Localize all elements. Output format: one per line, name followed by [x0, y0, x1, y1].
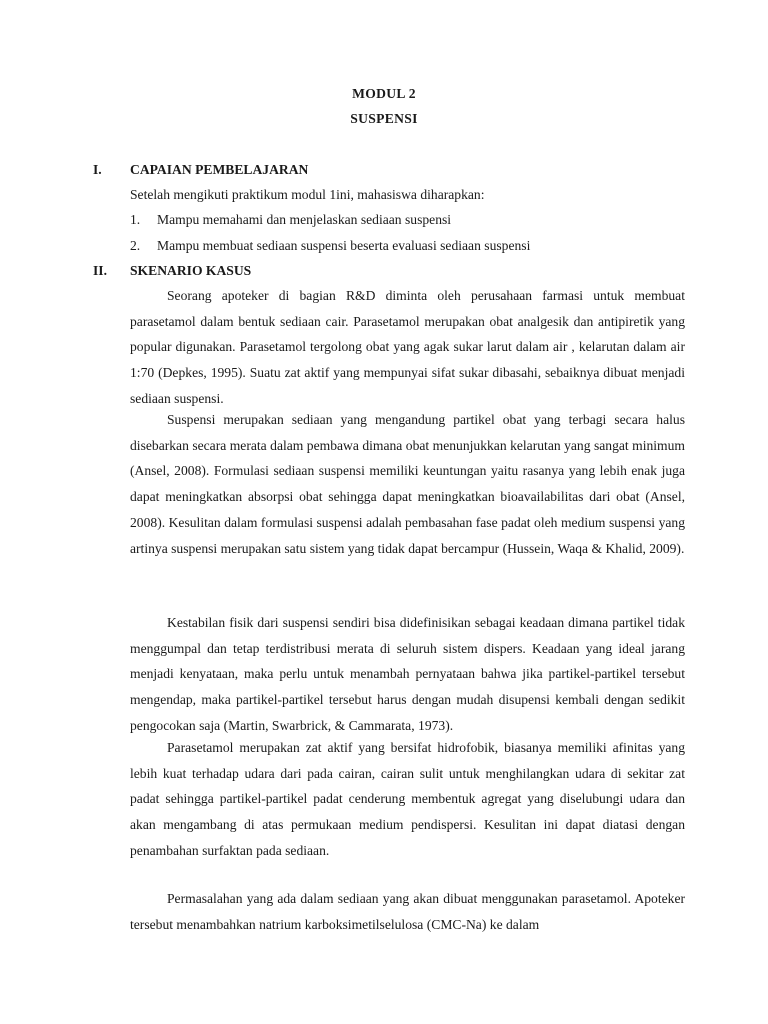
paragraph: Permasalahan yang ada dalam sediaan yang akan dibuat menggunakan parasetamol. Apoteker tersebut menambahkan natrium karboksimetilselulosa (CMC-Na) ke dalam	[130, 891, 685, 932]
paragraph: Kestabilan fisik dari suspensi sendiri bisa didefinisikan sebagai keadaan dimana partikel tidak menggumpal dan tetap terdistribusi merata di seluruh sistem dispers. Keadaan yang ideal jarang menjadi kenyataan, maka perlu untuk menambah pernyataan bahwa jika partikel-partikel tersebut mengendap, maka partikel-partikel tersebut harus dengan mudah disupensi kembali dengan sedikit pengocokan saja (Martin, Swarbrick, & Cammarata, 1973).	[130, 615, 685, 733]
list-text: Mampu memahami dan menjelaskan sediaan suspensi	[157, 212, 452, 227]
section-number: I.	[93, 162, 102, 177]
section-title: SKENARIO KASUS	[130, 263, 252, 278]
module-subtitle: SUSPENSI	[350, 111, 418, 126]
section-title: CAPAIAN PEMBELAJARAN	[130, 162, 309, 177]
module-title: MODUL 2	[352, 86, 416, 101]
list-number: 1.	[130, 212, 141, 227]
section-number: II.	[93, 263, 107, 278]
list-number: 2.	[130, 238, 141, 253]
paragraph: Seorang apoteker di bagian R&D diminta oleh perusahaan farmasi untuk membuat parasetamol dalam bentuk sediaan cair. Parasetamol merupakan obat analgesik dan antipiretik yang popular digunakan. Parasetamol tergolong obat yang agak sukar larut dalam air , kelarutan dalam air 1:70 (Depkes, 1995). Suatu zat aktif yang mempunyai sifat sukar dibasahi, sebaiknya dibuat menjadi sediaan suspensi.	[130, 288, 685, 406]
list-text: Mampu membuat sediaan suspensi beserta evaluasi sediaan suspensi	[157, 238, 531, 253]
paragraph: Parasetamol merupakan zat aktif yang bersifat hidrofobik, biasanya memiliki afinitas yang lebih kuat terhadap udara dari pada cairan, cairan sulit untuk menghilangkan udara di sekitar zat padat sehingga partikel-partikel padat cenderung membentuk agregat yang diselubungi udara dan akan mengambang di atas permukaan medium pendispersi. Kesulitan ini dapat diatasi dengan penambahan surfaktan pada sediaan.	[130, 740, 685, 858]
paragraph: Suspensi merupakan sediaan yang mengandung partikel obat yang terbagi secara halus disebarkan secara merata dalam pembawa dimana obat menunjukkan kelarutan yang sangat minimum (Ansel, 2008). Formulasi sediaan suspensi memiliki keuntungan yaitu rasanya yang lebih enak juga dapat meningkatkan absorpsi obat sehingga dapat meningkatkan bioavailabilitas dari obat (Ansel, 2008). Kesulitan dalam formulasi suspensi adalah pembasahan fase padat oleh medium suspensi yang artinya suspensi merupakan satu sistem yang tidak dapat bercampur (Hussein, Waqa & Khalid, 2009).	[130, 412, 685, 556]
section-intro: Setelah mengikuti praktikum modul 1ini, mahasiswa diharapkan:	[130, 187, 485, 202]
